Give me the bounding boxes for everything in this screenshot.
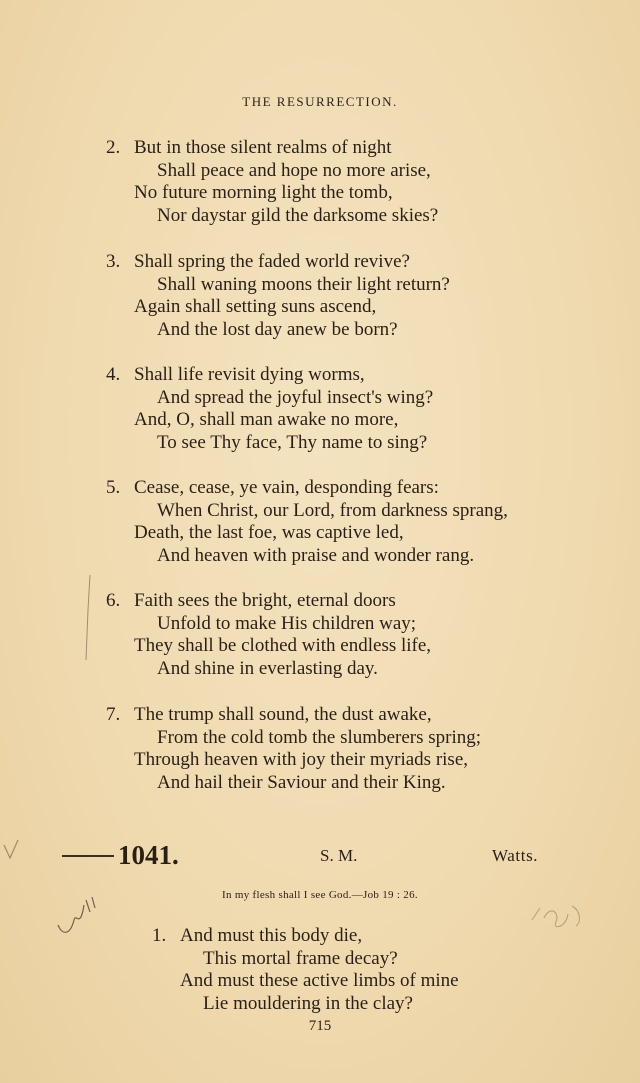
stanza-5 [106, 477, 606, 567]
stanza-line: 7. The trump shall sound, the dust awake, [106, 704, 432, 725]
stanza-line: Again shall setting suns ascend, [134, 296, 377, 317]
hymn-meter: S. M. [320, 846, 358, 865]
stanza-number: 4. [106, 364, 121, 385]
stanza-line: And must these active limbs of mine [180, 970, 459, 991]
stanza-line: To see Thy face, Thy name to sing? [157, 431, 428, 453]
stanza-line: Lie mouldering in the clay? [203, 992, 413, 1014]
hymn-stanza-1 [152, 925, 572, 1015]
stanza-number: 2. [106, 137, 121, 158]
hymn-header [0, 840, 640, 872]
page-number: 715 [308, 1018, 332, 1034]
hymn-author: Watts. [492, 846, 539, 865]
stanza-line: 6. Faith sees the bright, eternal doors [106, 590, 396, 611]
stanza-line: Shall peace and hope no more arise, [157, 159, 431, 181]
stanza-line: And heaven with praise and wonder rang. [157, 544, 475, 566]
stanza-line: They shall be clothed with endless life, [134, 635, 432, 656]
stanza-line: This mortal frame decay? [203, 947, 398, 969]
stanza-line: Nor daystar gild the darksome skies? [157, 204, 439, 226]
stanza-line: 3. Shall spring the faded world revive? [106, 251, 410, 272]
stanza-line: 5. Cease, cease, ye vain, desponding fears: [106, 477, 439, 498]
stanza-line: Unfold to make His children way; [157, 612, 417, 634]
scripture-caption: In my flesh shall I see God.—Job 19 : 26. [222, 889, 418, 901]
stanza-line: Death, the last foe, was captive led, [134, 522, 404, 543]
stanza-line: 4. Shall life revisit dying worms, [106, 364, 365, 385]
stanza-4 [106, 364, 606, 454]
stanza-line: From the cold tomb the slumberers spring; [157, 726, 482, 748]
stanza-line: When Christ, our Lord, from darkness sprang, [157, 499, 508, 521]
stanza-2 [106, 137, 606, 227]
stanza-line: And the lost day anew be born? [157, 318, 398, 340]
stanza-6 [106, 590, 606, 680]
stanza-3 [106, 251, 606, 341]
stanza-line: No future morning light the tomb, [134, 182, 393, 203]
hymn-number: 1041. [118, 840, 179, 870]
stanza-number: 6. [106, 590, 121, 611]
stanza-line: Through heaven with joy their myriads rise, [134, 749, 469, 770]
stanza-line: And, O, shall man awake no more, [134, 409, 399, 430]
stanza-number: 7. [106, 704, 121, 725]
hymn-dash [62, 855, 114, 857]
stanza-line: And shine in everlasting day. [157, 657, 378, 679]
stanza-line: Shall waning moons their light return? [157, 273, 450, 295]
stanza-line: 1. And must this body die, [152, 925, 363, 946]
stanza-number: 5. [106, 477, 121, 498]
stanza-line: 2. But in those silent realms of night [106, 137, 392, 158]
stanza-number: 3. [106, 251, 121, 272]
stanza-7 [106, 704, 606, 794]
stanza-line: And spread the joyful insect's wing? [157, 386, 434, 408]
stanza-line: And hail their Saviour and their King. [157, 771, 446, 793]
running-head: THE RESURRECTION. [242, 94, 398, 109]
stanza-number: 1. [152, 925, 167, 946]
